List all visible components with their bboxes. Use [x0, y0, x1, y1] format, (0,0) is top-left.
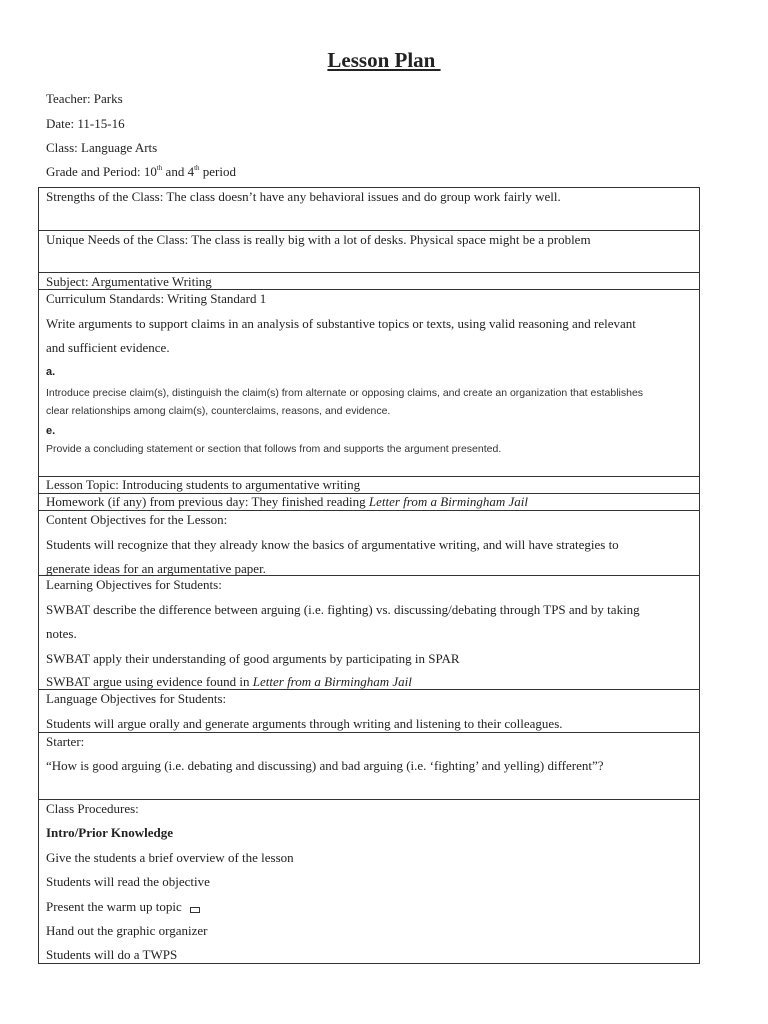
strengths-row [39, 188, 699, 231]
content-objectives-line-2: generate ideas for an argumentative paper. [46, 561, 266, 576]
grade-sup-1: th [156, 164, 163, 172]
learning-objectives-line-1: SWBAT describe the difference between arguing (i.e. fighting) vs. discussing/debating through TPS and by taking [46, 602, 640, 617]
small-box-icon [190, 907, 200, 913]
standard-a-label: a. [46, 366, 56, 378]
class-line: Class: Language Arts [46, 140, 158, 155]
starter-row [39, 733, 699, 800]
learning-objectives-heading: Learning Objectives for Students: [46, 577, 222, 592]
page-title: Lesson Plan [327, 48, 441, 72]
subject-text: Subject: Argumentative Writing [46, 274, 212, 289]
learning-objectives-line-4 [46, 674, 412, 690]
standard-a-line-2: clear relationships among claim(s), counterclaims, reasons, and evidence. [46, 405, 391, 417]
intro-prior-knowledge: Intro/Prior Knowledge [46, 825, 173, 840]
learning-objectives-row [39, 576, 699, 690]
content-objectives-row [39, 511, 699, 576]
curriculum-line-2: and sufficient evidence. [46, 340, 170, 355]
grade-prefix: Grade and Period: 10 [46, 164, 157, 179]
procedure-step-1: Give the students a brief overview of the lesson [46, 850, 294, 865]
lesson-table [38, 187, 700, 964]
procedure-step-3 [46, 899, 200, 915]
homework-row [39, 494, 699, 511]
language-objectives-line-1: Students will argue orally and generate arguments through writing and listening to their colleagues. [46, 716, 563, 731]
homework-prefix: Homework (if any) from previous day: They finished reading [46, 494, 369, 509]
procedure-step-2: Students will read the objective [46, 874, 210, 889]
standard-a-line-1: Introduce precise claim(s), distinguish the claim(s) from alternate or opposing claims, and create an organization that establishes [46, 387, 644, 399]
grade-period-line [46, 164, 236, 180]
homework-book-title: Letter from a Birmingham Jail [368, 494, 528, 509]
grade-sup-2: th [194, 164, 200, 172]
grade-suffix: period [199, 164, 236, 179]
starter-question: “How is good arguing (i.e. debating and discussing) and bad arguing (i.e. ‘fighting’ and yelling) different”? [46, 758, 604, 773]
teacher-line: Teacher: Parks [46, 91, 123, 106]
content-objectives-heading: Content Objectives for the Lesson: [46, 512, 228, 527]
curriculum-row [39, 290, 699, 477]
starter-heading: Starter: [46, 734, 85, 749]
content-objectives-line-1: Students will recognize that they already know the basics of argumentative writing, and will have strategies to [46, 537, 619, 552]
procedure-step-4: Hand out the graphic organizer [46, 923, 208, 938]
learning-objectives-line-2: notes. [46, 626, 77, 641]
procedure-step-3-text: Present the warm up topic [46, 899, 182, 914]
date-line: Date: 11-15-16 [46, 116, 125, 131]
curriculum-line-1: Write arguments to support claims in an analysis of substantive topics or texts, using valid reasoning and relevant [46, 316, 636, 331]
unique-needs-text: Unique Needs of the Class: The class is really big with a lot of desks. Physical space might be a problem [46, 232, 591, 247]
procedures-row [39, 800, 699, 963]
lesson-topic-row [39, 477, 699, 494]
standard-e-line-1: Provide a concluding statement or section that follows from and supports the argument presented. [46, 443, 502, 455]
standard-e-label: e. [46, 425, 56, 437]
homework-text [46, 494, 528, 510]
strengths-text: Strengths of the Class: The class doesn’t have any behavioral issues and do group work fairly well. [46, 189, 561, 204]
language-objectives-row [39, 690, 699, 733]
procedure-step-5: Students will do a TWPS [46, 947, 178, 962]
learning-book-title: Letter from a Birmingham Jail [252, 674, 412, 689]
subject-row [39, 273, 699, 290]
unique-needs-row [39, 231, 699, 273]
curriculum-heading: Curriculum Standards: Writing Standard 1 [46, 291, 267, 306]
learning-objectives-line-3: SWBAT apply their understanding of good arguments by participating in SPAR [46, 651, 460, 666]
learning-line-4-prefix: SWBAT argue using evidence found in [46, 674, 253, 689]
lesson-topic-text: Lesson Topic: Introducing students to argumentative writing [46, 477, 361, 492]
procedures-heading: Class Procedures: [46, 801, 139, 816]
grade-mid: and 4 [162, 164, 195, 179]
language-objectives-heading: Language Objectives for Students: [46, 691, 227, 706]
